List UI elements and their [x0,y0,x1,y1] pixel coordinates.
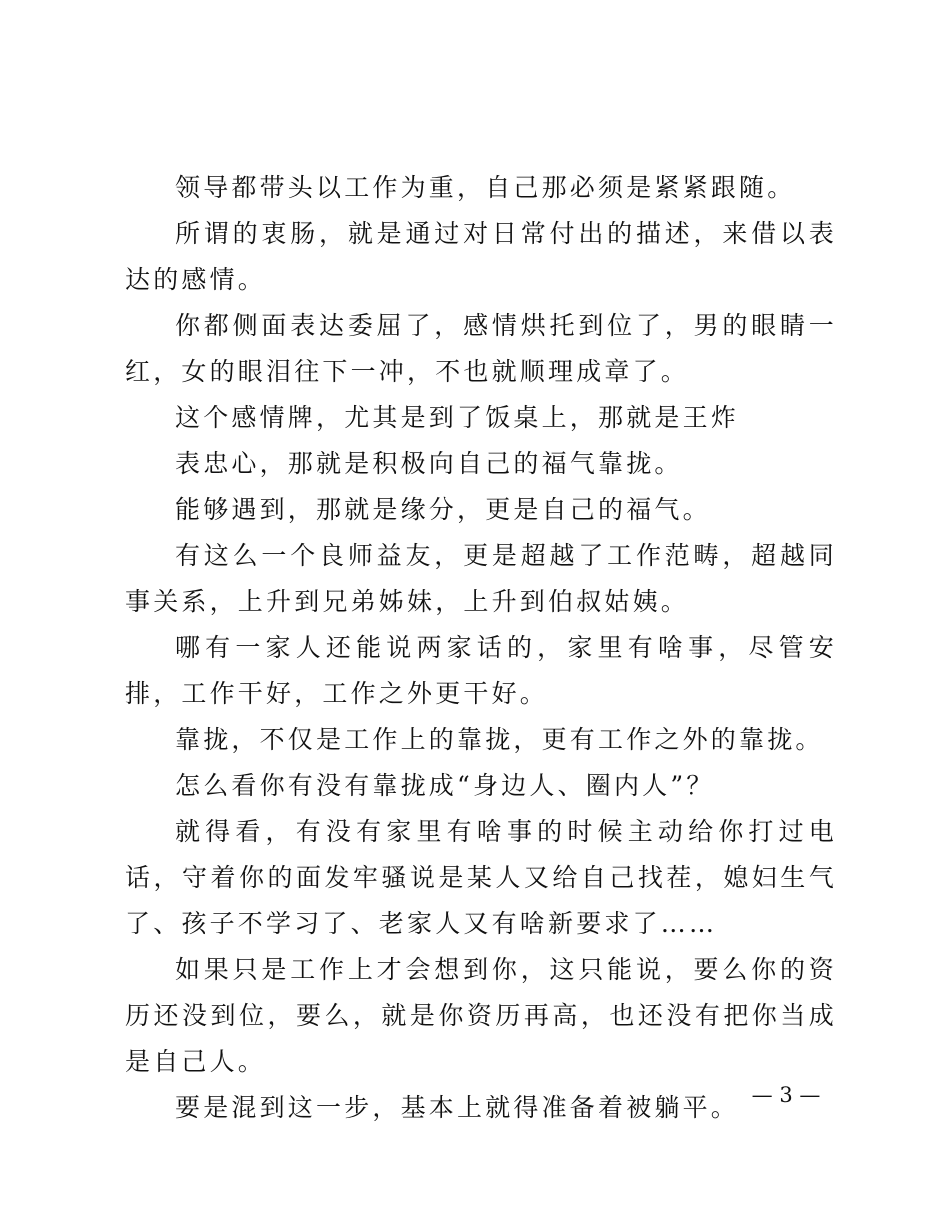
paragraph-6: 能够遇到，那就是缘分，更是自己的福气。 [175,495,711,524]
paragraph-1: 领导都带头以工作为重，自己那必须是紧紧跟随。 [175,173,796,202]
paragraph-2: 所谓的衷肠，就是通过对日常付出的描述，来借以表达的感情。 [125,219,837,294]
paragraph-13: 要是混到这一步，基本上就得准备着被躺平。 [175,1093,740,1122]
paragraph-5: 表忠心，那就是积极向自己的福气靠拢。 [175,449,683,478]
paragraph-10: 怎么看你有没有靠拢成“身边人、圈内人”？ [175,771,715,800]
paragraph-8: 哪有一家人还能说两家话的，家里有啥事，尽管安排，工作干好，工作之外更干好。 [125,633,837,708]
paragraph-11: 就得看，有没有家里有啥事的时候主动给你打过电话，守着你的面发牢骚说是某人又给自己找茬，媳妇生气了、孩子不学习了、老家人又有啥新要求了…… [125,817,837,938]
paragraph-3: 你都侧面表达委屈了，感情烘托到位了，男的眼睛一红，女的眼泪往下一冲，不也就顺理成章了。 [125,311,837,386]
paragraph-4: 这个感情牌，尤其是到了饭桌上，那就是王炸 [175,403,740,432]
page-number: — 3 — [751,1083,821,1107]
paragraph-7: 有这么一个良师益友，更是超越了工作范畴，超越同事关系，上升到兄弟姊妹，上升到伯叔姑姨。 [125,541,837,616]
paragraph-12: 如果只是工作上才会想到你，这只能说，要么你的资历还没到位，要么，就是你资历再高，也还没有把你当成是自己人。 [125,955,837,1076]
paragraph-9: 靠拢，不仅是工作上的靠拢，更有工作之外的靠拢。 [175,725,824,754]
body-text [125,165,837,1131]
